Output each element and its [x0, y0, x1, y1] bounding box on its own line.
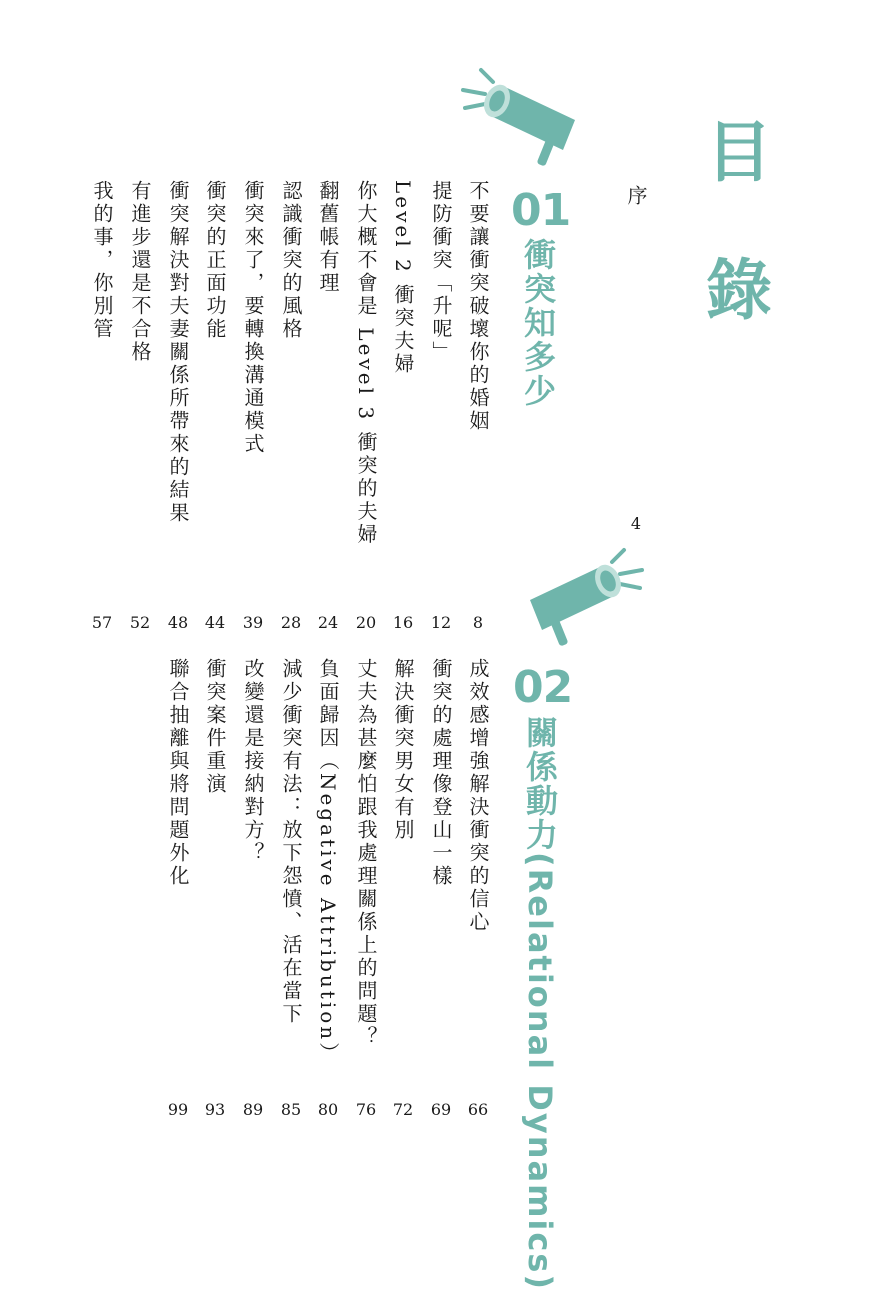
section-number: 02 — [513, 662, 573, 713]
toc-page-number: 85 — [280, 1100, 302, 1119]
toc-entry[interactable]: 成效感增強解決衝突的信心 — [466, 658, 490, 934]
toc-page-number: 12 — [430, 613, 452, 632]
toc-entry[interactable]: 有進步還是不合格 — [128, 180, 152, 364]
toc-entry[interactable]: 翻舊帳有理 — [316, 180, 340, 295]
toc-entry[interactable]: 認識衝突的風格 — [279, 180, 303, 341]
toc-entry[interactable]: 我的事，你別管 — [90, 180, 114, 341]
section-title: 關係動力(Relational Dynamics) — [521, 716, 559, 1291]
toc-page-number: 48 — [167, 613, 189, 632]
toc-page-number: 69 — [430, 1100, 452, 1119]
preface-label[interactable]: 序 — [624, 185, 648, 208]
toc-entry[interactable]: 衝突解決對夫妻關係所帶來的結果 — [166, 180, 190, 525]
toc-entry[interactable]: 改變還是接納對方？ — [241, 658, 265, 865]
section-title: 衝突知多少 — [519, 238, 557, 408]
toc-page-number: 93 — [204, 1100, 226, 1119]
title-char-2: 錄 — [706, 252, 772, 329]
megaphone-icon — [510, 542, 650, 652]
toc-entry[interactable]: 衝突來了，要轉換溝通模式 — [241, 180, 265, 456]
toc-entry[interactable]: 解決衝突男女有別 — [391, 658, 415, 842]
toc-entry[interactable]: 你大概不會是 Level 3 衝突的夫婦 — [354, 180, 378, 547]
title-char-1: 目 — [706, 114, 772, 191]
toc-entry[interactable]: 衝突的處理像登山一樣 — [429, 658, 453, 888]
preface-page: 4 — [630, 514, 642, 533]
toc-entry[interactable]: 聯合抽離與將問題外化 — [166, 658, 190, 888]
toc-page-number: 39 — [242, 613, 264, 632]
toc-page-number: 99 — [167, 1100, 189, 1119]
toc-entry[interactable]: 衝突案件重演 — [203, 658, 227, 796]
toc-page-number: 20 — [355, 613, 377, 632]
toc-entry[interactable]: 不要讓衝突破壞你的婚姻 — [466, 180, 490, 433]
toc-page-number: 8 — [472, 613, 484, 632]
toc-page-number: 80 — [317, 1100, 339, 1119]
toc-page-number: 76 — [355, 1100, 377, 1119]
toc-entry[interactable]: 減少衝突有法：放下怨憤、活在當下 — [279, 658, 303, 1026]
toc-page-number: 66 — [467, 1100, 489, 1119]
toc-page-number: 28 — [280, 613, 302, 632]
toc-entry[interactable]: 衝突的正面功能 — [203, 180, 227, 341]
toc-page-number: 44 — [204, 613, 226, 632]
megaphone-icon — [455, 62, 595, 172]
toc-page-number: 24 — [317, 613, 339, 632]
toc-page-number: 16 — [392, 613, 414, 632]
toc-entry[interactable]: 丈夫為甚麼怕跟我處理關係上的問題？ — [354, 658, 378, 1049]
toc-entry[interactable]: 提防衝突「升呢」 — [429, 180, 453, 364]
toc-entry[interactable]: 負面歸因（Negative Attribution） — [316, 658, 340, 1066]
section-number: 01 — [511, 185, 571, 236]
toc-entry[interactable]: Level 2 衝突夫婦 — [391, 180, 415, 377]
toc-page-number: 52 — [129, 613, 151, 632]
toc-page-number: 72 — [392, 1100, 414, 1119]
toc-page-number: 57 — [91, 613, 113, 632]
toc-page-number: 89 — [242, 1100, 264, 1119]
